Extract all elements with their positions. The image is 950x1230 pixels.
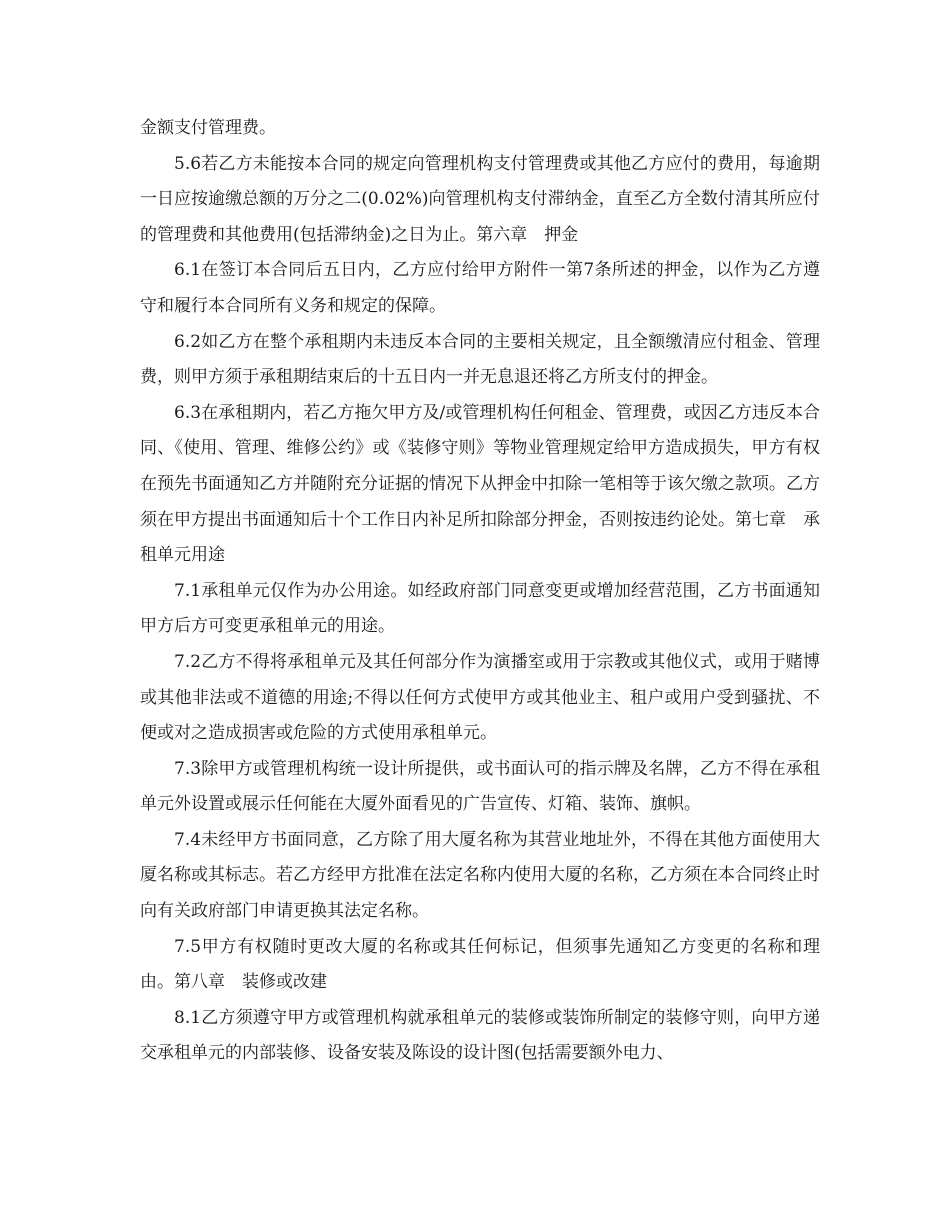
clause-7-2: 7.2乙方不得将承租单元及其任何部分作为演播室或用于宗教或其他仪式，或用于赌博或其他非法或不道德的用途;不得以任何方式使甲方或其他业主、租户或用户受到骚扰、不便或对之造成损害或危险的方式使用承租单元。	[140, 651, 820, 744]
clause-7-3: 7.3除甲方或管理机构统一设计所提供，或书面认可的指示牌及名牌，乙方不得在承租单元外设置或展示任何能在大厦外面看见的广告宣传、灯箱、装饰、旗帜。	[140, 758, 820, 815]
clause-6-2: 6.2如乙方在整个承租期内未违反本合同的主要相关规定，且全额缴清应付租金、管理费，则甲方须于承租期结束后的十五日内一并无息退还将乙方所支付的押金。	[140, 331, 820, 388]
paragraph-continuation: 金额支付管理费。	[140, 118, 276, 138]
clause-7-5: 7.5甲方有权随时更改大厦的名称或其任何标记，但须事先通知乙方变更的名称和理由。第八章 装修或改建	[140, 936, 820, 993]
clause-7-4: 7.4未经甲方书面同意，乙方除了用大厦名称为其营业地址外，不得在其他方面使用大厦名称或其标志。若乙方经甲方批准在法定名称内使用大厦的名称，乙方须在本合同终止时向有关政府部门申请更换其法定名称。	[140, 829, 820, 922]
clause-8-1: 8.1乙方须遵守甲方或管理机构就承租单元的装修或装饰所制定的装修守则，向甲方递交承租单元的内部装修、设备安装及陈设的设计图(包括需要额外电力、	[140, 1007, 820, 1064]
clause-5-6: 5.6若乙方未能按本合同的规定向管理机构支付管理费或其他乙方应付的费用，每逾期一日应按逾缴总额的万分之二(0.02%)向管理机构支付滞纳金，直至乙方全数付清其所应付的管理费和其他费用(包括滞纳金)之日为止。第六章 押金	[140, 153, 820, 245]
document-body	[140, 111, 820, 1072]
clause-6-1: 6.1在签订本合同后五日内，乙方应付给甲方附件一第7条所述的押金，以作为乙方遵守和履行本合同所有义务和规定的保障。	[140, 260, 820, 316]
clause-7-1: 7.1承租单元仅作为办公用途。如经政府部门同意变更或增加经营范围，乙方书面通知甲方后方可变更承租单元的用途。	[140, 580, 820, 637]
clause-6-3: 6.3在承租期内，若乙方拖欠甲方及/或管理机构任何租金、管理费，或因乙方违反本合同、《使用、管理、维修公约》或《装修守则》等物业管理规定给甲方造成损失，甲方有权在预先书面通知乙方并随附充分证据的情况下从押金中扣除一笔相等于该欠缴之款项。乙方须在甲方提出书面通知后十个工作日内补足所扣除部分押金，否则按违约论处。第七章 承租单元用途	[140, 402, 820, 566]
